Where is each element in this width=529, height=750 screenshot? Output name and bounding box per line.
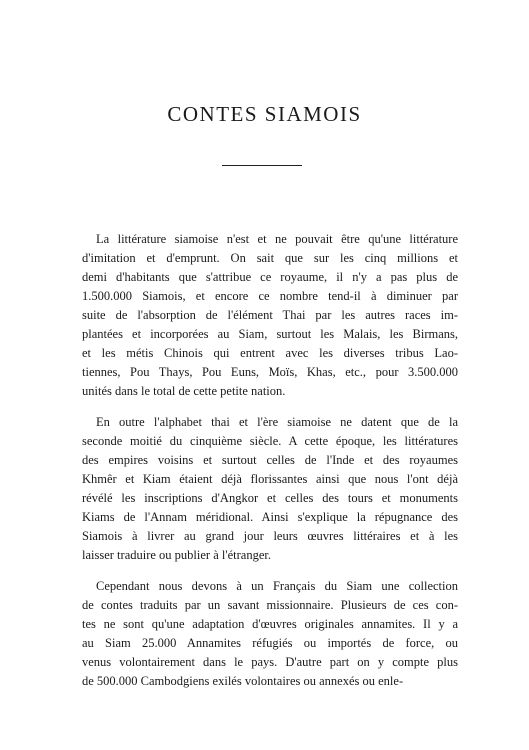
text-line: venus volontairement dans le pays. D'autre part on y compte plus [82, 655, 458, 669]
text-line: de 500.000 Cambodgiens exilés volontaires ou annexés ou enle- [82, 674, 404, 688]
text-line: Cependant nous devons à un Français du Siam une collection [96, 579, 458, 593]
text-line: Khmêr et Kiam étaient déjà florissantes ainsi que nous l'ont déjà [82, 472, 458, 486]
paragraph [82, 230, 458, 401]
text-line: des empires voisins et surtout celles de l'Inde et des royaumes [82, 453, 458, 467]
text-line: tes ne sont qu'une adaptation d'œuvres originales annamites. Il y a [82, 617, 458, 631]
text-line: tiennes, Pou Thays, Pou Euns, Moïs, Khas, etc., pour 3.500.000 [82, 365, 458, 379]
text-line: révélé les inscriptions d'Angkor et celles des tours et monuments [82, 491, 458, 505]
text-line: au Siam 25.000 Annamites réfugiés ou importés de force, ou [82, 636, 458, 650]
text-line: La littérature siamoise n'est et ne pouvait être qu'une littérature [96, 232, 458, 246]
text-line: Siamois à livrer au grand jour leurs œuvres littéraires et à les [82, 529, 458, 543]
chapter-title: CONTES SIAMOIS [167, 102, 362, 126]
text-line: demi d'habitants que s'attribue ce royaume, il n'y a pas plus de [82, 270, 458, 284]
text-line: et les métis Chinois qui entrent avec les diverses tribus Lao- [82, 346, 458, 360]
text-line: suite de l'absorption de l'élément Thai par les autres races im- [82, 308, 458, 322]
text-line: laisser traduire ou publier à l'étranger. [82, 548, 271, 562]
body-text [82, 230, 458, 703]
text-line: En outre l'alphabet thai et l'ère siamoise ne datent que de la [96, 415, 458, 429]
text-line: 1.500.000 Siamois, et encore ce nombre tend-il à diminuer par [82, 289, 458, 303]
text-line: unités dans le total de cette petite nation. [82, 384, 286, 398]
text-line: d'imitation et d'emprunt. On sait que sur les cinq millions et [82, 251, 458, 265]
title-rule [222, 165, 302, 166]
paragraph [82, 413, 458, 565]
text-line: plantées et incorporées au Siam, surtout les Malais, les Birmans, [82, 327, 458, 341]
text-line: seconde moitié du cinquième siècle. A cette époque, les littératures [82, 434, 458, 448]
text-line: Kiams de l'Annam méridional. Ainsi s'explique la répugnance des [82, 510, 458, 524]
text-line: de contes traduits par un savant missionnaire. Plusieurs de ces con- [82, 598, 458, 612]
paragraph [82, 577, 458, 691]
